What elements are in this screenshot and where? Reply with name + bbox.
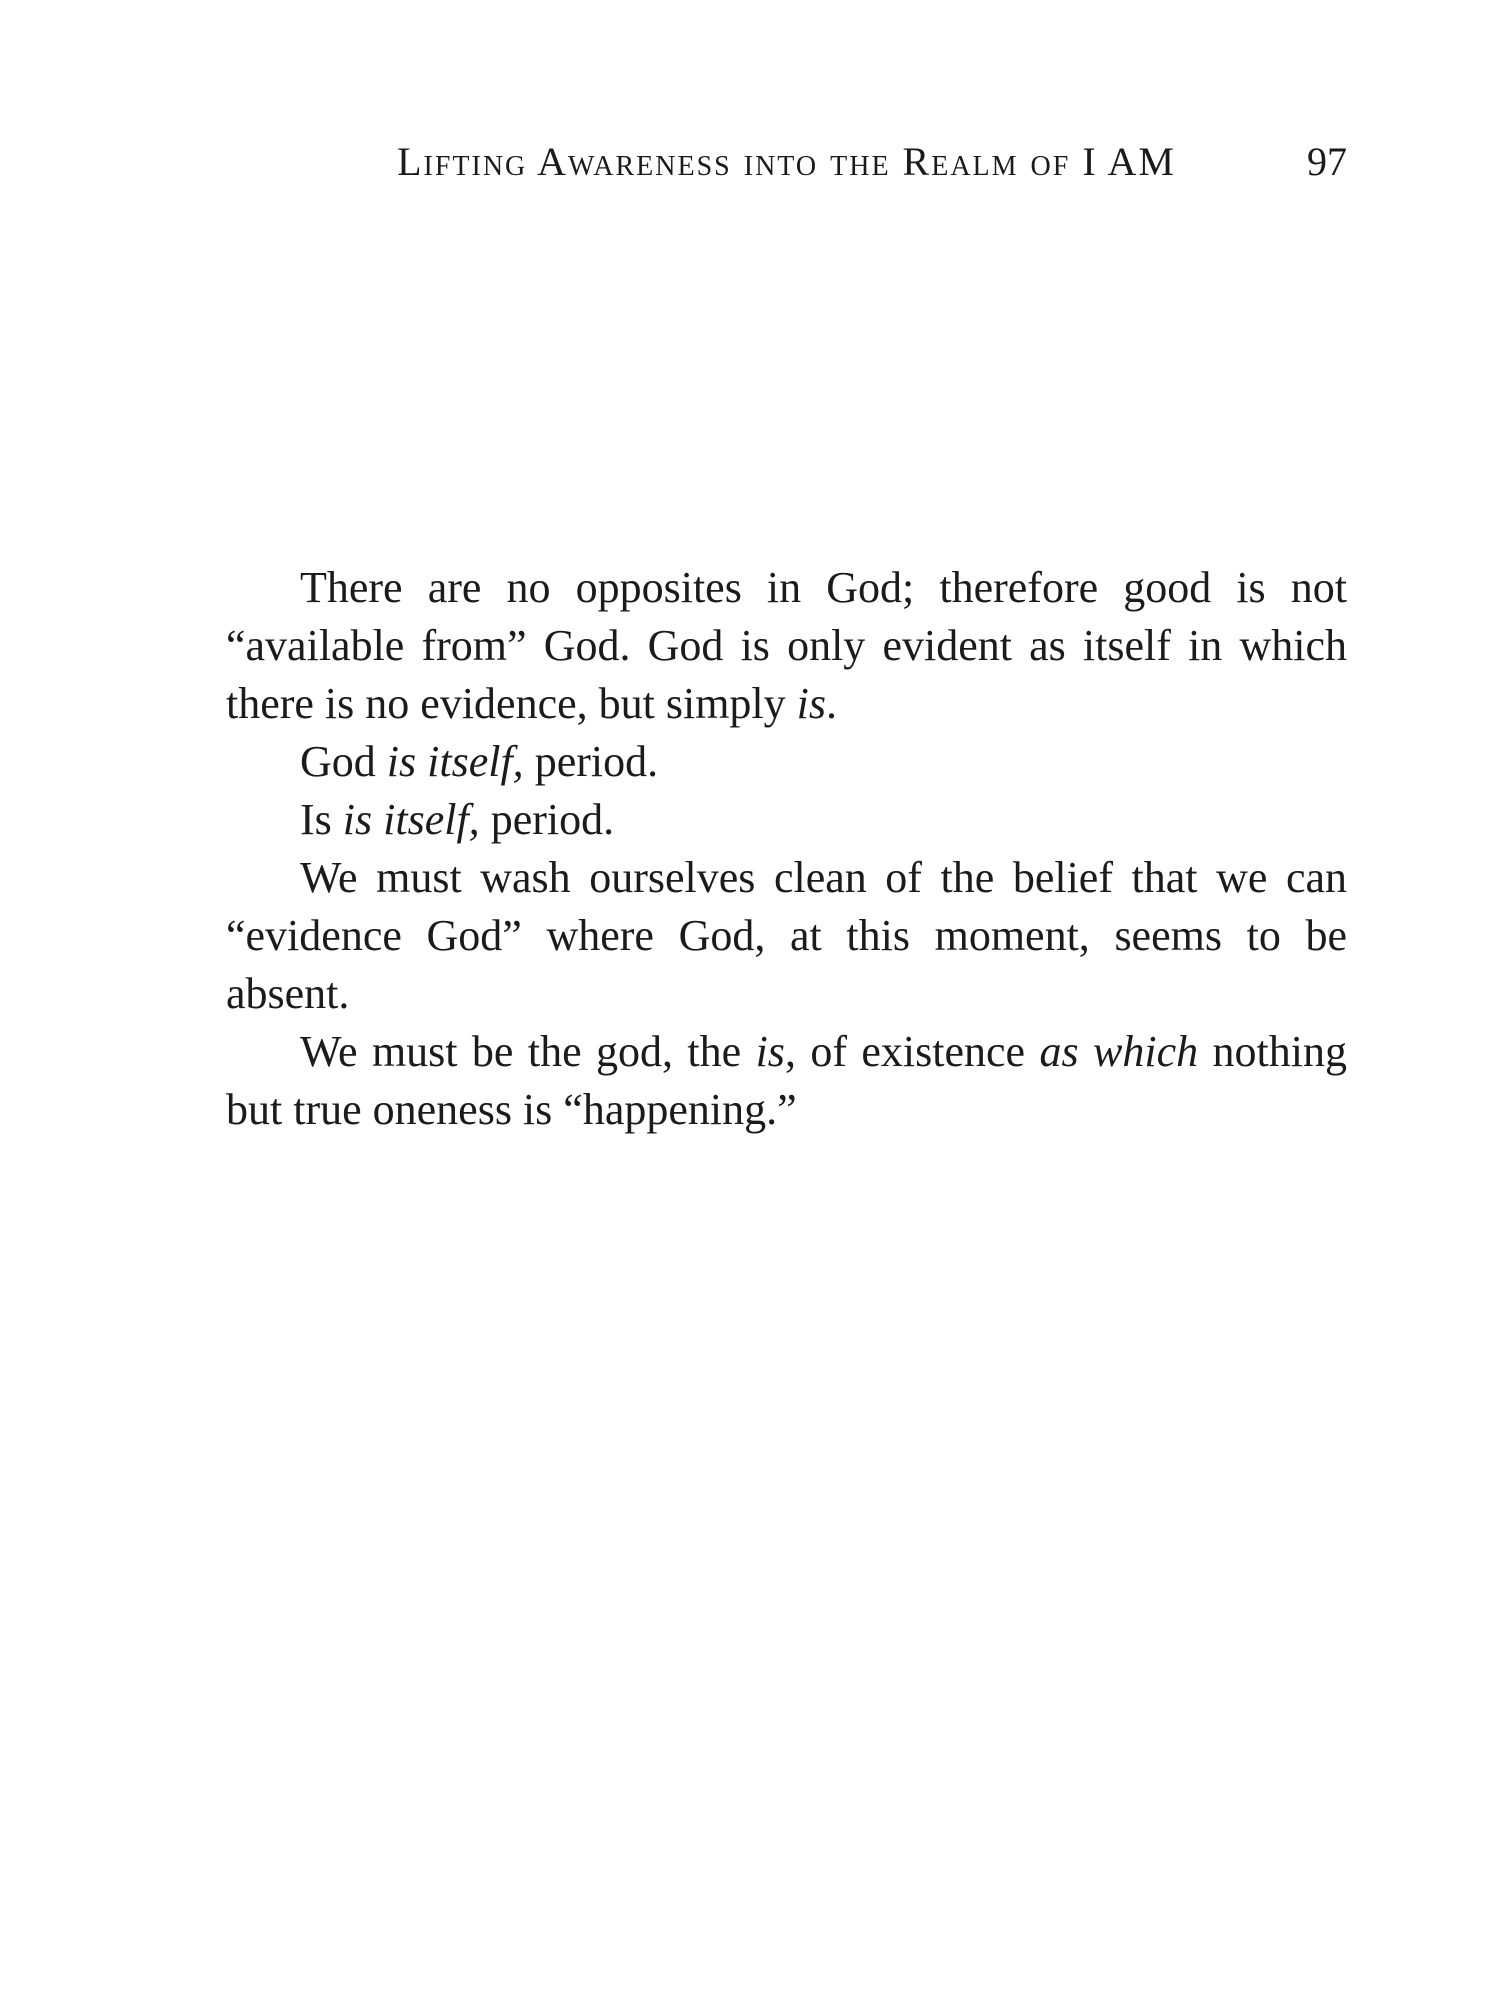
text-segment: absent. xyxy=(226,969,350,1018)
text-segment: Is xyxy=(300,795,343,844)
text-line xyxy=(226,617,1347,675)
paragraph xyxy=(226,733,1347,791)
text-segment: “evidence God” where God, at this moment, seems to be xyxy=(226,911,1347,960)
running-header xyxy=(226,140,1347,184)
italic-text-segment: is xyxy=(796,679,827,728)
text-segment: , of existence xyxy=(784,1027,1040,1076)
paragraph xyxy=(226,791,1347,849)
italic-text-segment: is xyxy=(755,1027,785,1076)
paragraph xyxy=(226,559,1347,733)
text-line xyxy=(226,1023,1347,1081)
text-segment: but true oneness is “happening.” xyxy=(226,1085,797,1134)
text-line xyxy=(226,559,1347,617)
running-header-title: Lifting Awareness into the Realm of I AM xyxy=(397,139,1176,184)
italic-text-segment: is itself, xyxy=(386,737,524,786)
text-segment: period. xyxy=(479,795,615,844)
text-line xyxy=(226,791,1347,849)
text-segment: there is no evidence, but simply xyxy=(226,679,797,728)
text-segment: period. xyxy=(523,737,659,786)
paragraph xyxy=(226,849,1347,1023)
text-line xyxy=(226,965,1347,1023)
text-segment: We must be the god, the xyxy=(300,1027,756,1076)
text-segment: We must wash ourselves clean of the belief that we can xyxy=(300,853,1347,902)
body-text xyxy=(226,559,1347,1139)
text-segment: “available from” God. God is only evident as itself in which xyxy=(226,621,1347,670)
page-number: 97 xyxy=(1307,139,1347,184)
text-line xyxy=(226,1081,1347,1139)
text-line xyxy=(226,675,1347,733)
text-segment: nothing xyxy=(1198,1027,1347,1076)
text-segment: God xyxy=(300,737,387,786)
italic-text-segment: is itself, xyxy=(342,795,480,844)
text-segment: There are no opposites in God; therefore good is not xyxy=(300,563,1347,612)
text-line xyxy=(226,849,1347,907)
text-segment: . xyxy=(826,679,838,728)
italic-text-segment: as which xyxy=(1039,1027,1199,1076)
paragraph xyxy=(226,1023,1347,1139)
text-line xyxy=(226,907,1347,965)
text-line xyxy=(226,733,1347,791)
